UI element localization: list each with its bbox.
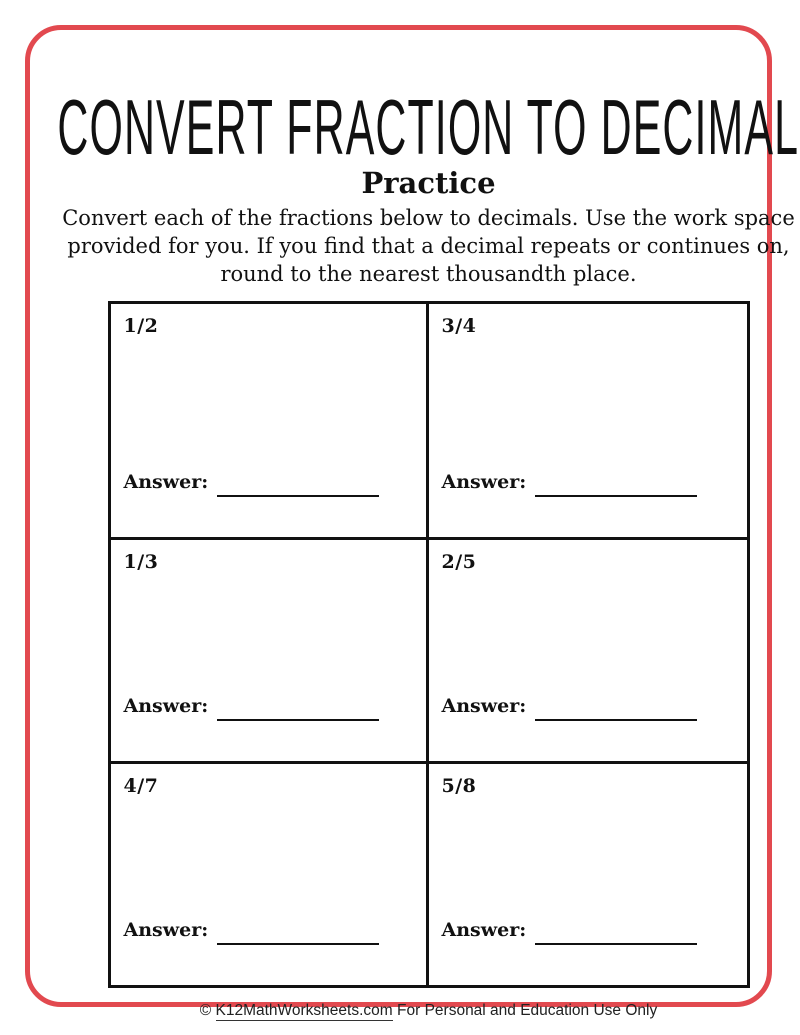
answer-row xyxy=(124,695,412,717)
answer-blank-line[interactable] xyxy=(217,495,379,497)
fraction-label: 1/3 xyxy=(123,551,159,573)
fraction-label: 5/8 xyxy=(441,775,477,797)
answer-row xyxy=(442,471,733,493)
answer-row xyxy=(124,471,412,493)
answer-label: Answer: xyxy=(123,919,209,941)
footer-usage-text: For Personal and Education Use Only xyxy=(397,1002,658,1019)
problem-cell-6 xyxy=(429,764,747,985)
answer-blank-line[interactable] xyxy=(535,943,697,945)
answer-label: Answer: xyxy=(441,695,527,717)
answer-label: Answer: xyxy=(123,471,209,493)
footer-website-link[interactable]: K12MathWorksheets.com xyxy=(215,1002,393,1019)
fraction-label: 3/4 xyxy=(441,315,477,337)
problem-cell-2 xyxy=(429,304,747,540)
instructions-line-3: round to the nearest thousandth place. xyxy=(220,262,637,286)
answer-row xyxy=(442,919,733,941)
answer-label: Answer: xyxy=(441,919,527,941)
practice-subtitle: Practice xyxy=(361,166,496,200)
instructions-line-1: Convert each of the fractions below to decimals. Use the work space xyxy=(62,206,795,230)
worksheet-title: CONVERT FRACTION TO DECIMAL xyxy=(57,83,800,171)
fraction-label: 1/2 xyxy=(123,315,159,337)
fraction-label: 4/7 xyxy=(123,775,159,797)
problem-cell-4 xyxy=(429,540,747,764)
instructions-text xyxy=(62,204,795,288)
answer-blank-line[interactable] xyxy=(535,719,697,721)
answer-label: Answer: xyxy=(123,695,209,717)
answer-row xyxy=(124,919,412,941)
answer-row xyxy=(442,695,733,717)
answer-label: Answer: xyxy=(441,471,527,493)
problem-cell-5 xyxy=(111,764,429,985)
instructions-line-2: provided for you. If you find that a decimal repeats or continues on, xyxy=(67,234,790,258)
problem-cell-1 xyxy=(111,304,429,540)
answer-blank-line[interactable] xyxy=(217,943,379,945)
page-content xyxy=(57,60,800,1020)
answer-blank-line[interactable] xyxy=(217,719,379,721)
problems-grid xyxy=(108,301,750,988)
problem-cell-3 xyxy=(111,540,429,764)
page-red-border xyxy=(25,25,800,1019)
footer xyxy=(200,1001,657,1020)
answer-blank-line[interactable] xyxy=(535,495,697,497)
copyright-symbol: © xyxy=(199,1002,212,1019)
fraction-label: 2/5 xyxy=(441,551,477,573)
